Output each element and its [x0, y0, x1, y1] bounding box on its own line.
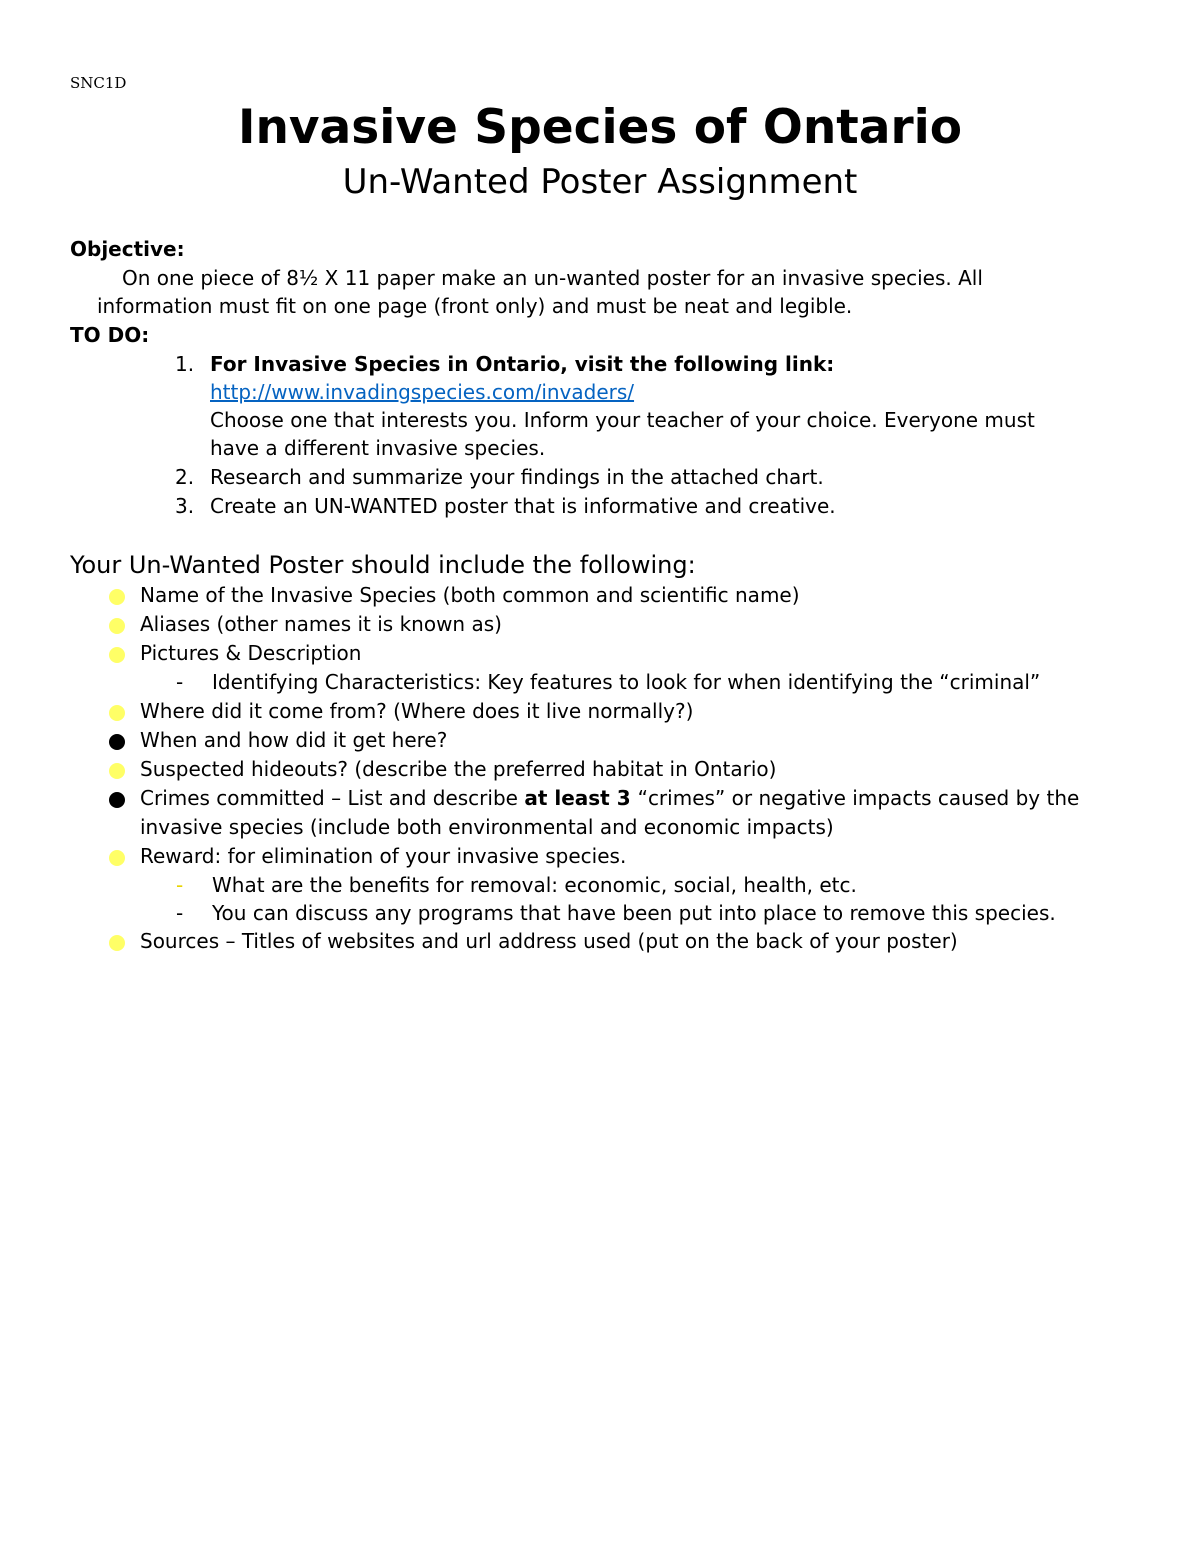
bullet-icon — [109, 589, 125, 605]
poster-subitem-benefits: What are the benefits for removal: economic, social, health, etc. — [212, 873, 857, 897]
todo-item-1-text: For Invasive Species in Ontario, visit the following link: — [210, 352, 835, 376]
poster-item-reward: Reward: for elimination of your invasive species. — [140, 844, 627, 868]
objective-line-2: information must fit on one page (front only) and must be neat and legible. — [97, 294, 853, 318]
bullet-icon — [109, 618, 125, 634]
poster-subitem-programs: You can discuss any programs that have been put into place to remove this species. — [212, 901, 1056, 925]
poster-item-hideouts: Suspected hideouts? (describe the preferred habitat in Ontario) — [140, 757, 777, 781]
bullet-icon — [109, 935, 125, 951]
bullet-icon — [109, 647, 125, 663]
page-subtitle: Un-Wanted Poster Assignment — [342, 162, 858, 202]
todo-item-1-line-4: have a different invasive species. — [210, 436, 546, 460]
objective-heading: Objective: — [70, 237, 185, 261]
todo-item-2-text: Research and summarize your findings in the attached chart. — [210, 465, 824, 489]
invaders-link[interactable]: http://www.invadingspecies.com/invaders/ — [210, 380, 635, 404]
dash-marker: - — [176, 873, 184, 897]
poster-item-origin: Where did it come from? (Where does it live normally?) — [140, 699, 694, 723]
crimes-text-bold: at least 3 — [524, 786, 638, 810]
poster-item-pictures: Pictures & Description — [140, 641, 362, 665]
todo-item-2-number: 2. — [175, 465, 195, 489]
bullet-icon — [109, 850, 125, 866]
crimes-text-before: Crimes committed – List and describe — [140, 786, 525, 810]
poster-item-arrival: When and how did it get here? — [140, 728, 448, 752]
course-code: SNC1D — [70, 74, 127, 92]
bullet-icon — [109, 792, 125, 808]
todo-item-1-line-3: Choose one that interests you. Inform your teacher of your choice. Everyone must — [210, 408, 1035, 432]
todo-heading: TO DO: — [70, 323, 150, 347]
bullet-icon — [109, 705, 125, 721]
dash-marker: - — [176, 670, 184, 694]
bullet-icon — [109, 734, 125, 750]
poster-item-crimes-line-2: invasive species (include both environmental and economic impacts) — [140, 815, 834, 839]
objective-line-1: On one piece of 8½ X 11 paper make an un-wanted poster for an invasive species. All — [122, 266, 983, 290]
poster-item-sources: Sources – Titles of websites and url address used (put on the back of your poster) — [140, 929, 958, 953]
poster-item-aliases: Aliases (other names it is known as) — [140, 612, 502, 636]
todo-item-1-number: 1. — [175, 352, 195, 376]
poster-item-crimes — [140, 786, 1079, 810]
poster-item-name: Name of the Invasive Species (both common and scientific name) — [140, 583, 800, 607]
crimes-text-after: “crimes” or negative impacts caused by the — [637, 786, 1080, 810]
todo-item-3-number: 3. — [175, 494, 195, 518]
page-title: Invasive Species of Ontario — [237, 100, 963, 155]
bullet-icon — [109, 763, 125, 779]
poster-heading: Your Un-Wanted Poster should include the following: — [70, 551, 696, 579]
poster-subitem-characteristics: Identifying Characteristics: Key features to look for when identifying the “criminal” — [212, 670, 1041, 694]
dash-marker: - — [176, 901, 184, 925]
todo-item-3-text: Create an UN-WANTED poster that is informative and creative. — [210, 494, 836, 518]
